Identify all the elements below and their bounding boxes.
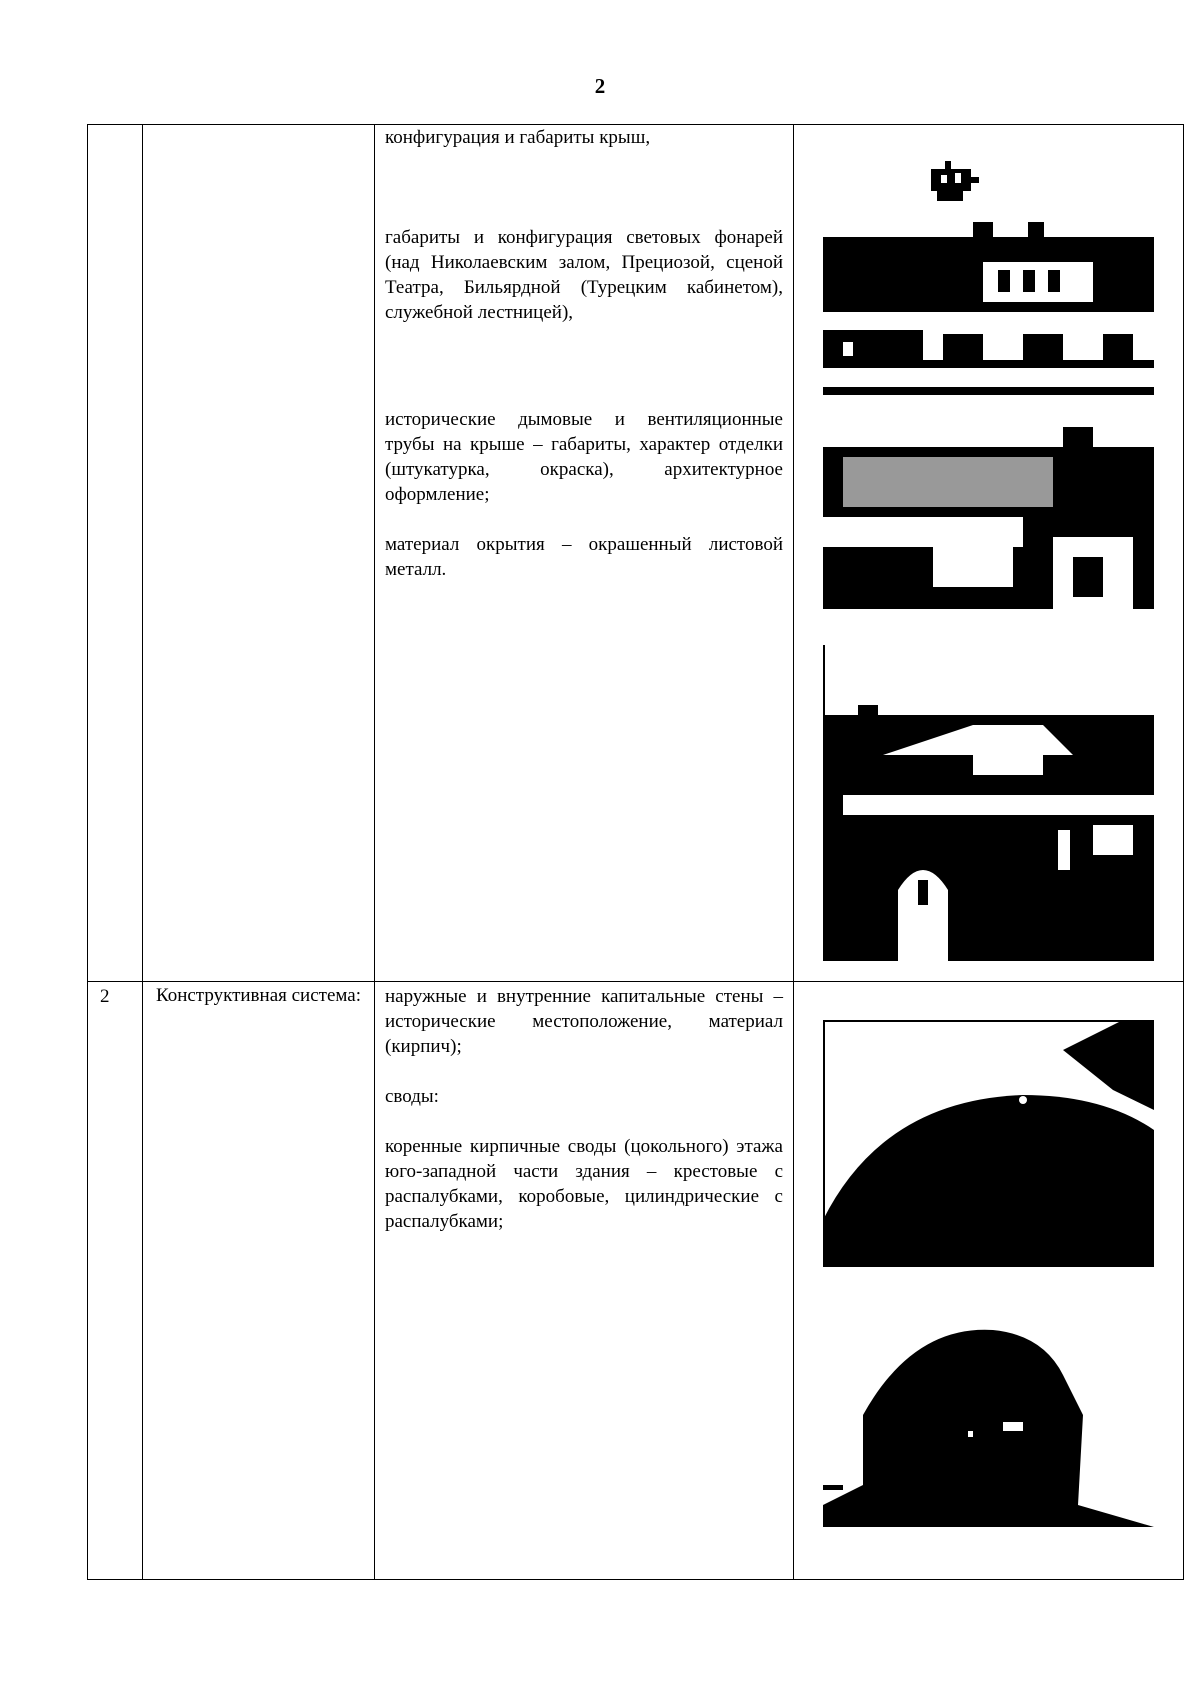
- description-paragraph: конфигурация и габариты крыш,: [385, 127, 651, 148]
- description-paragraph: габариты и конфигурация световых фонарей (над Николаевским залом, Прециозой, сценой Театра, Бильярдной (Турецким кабинетом), служебной лестницей),: [385, 227, 783, 323]
- photo-cell: [794, 125, 1184, 982]
- description-paragraph: материал окрытия – окрашенный листовой металл.: [385, 534, 783, 580]
- description-cell: [375, 125, 794, 982]
- arch-roof-photo: [823, 645, 1154, 961]
- cylindrical-vault-photo: [823, 1325, 1154, 1527]
- page-number: 2: [594, 74, 606, 98]
- row-number-cell: [88, 125, 143, 982]
- description-cell: [375, 982, 794, 1580]
- chimneys-photo: [823, 387, 1154, 609]
- skylights-photo: [823, 222, 1154, 368]
- system-cell: [143, 125, 375, 982]
- table-row: [88, 125, 1184, 982]
- description-paragraph: исторические дымовые и вентиляционные трубы на крыше – габариты, характер отделки (штукатурка, окраска), архитектурное оформление;: [385, 409, 783, 505]
- description-paragraph: своды:: [385, 1086, 439, 1107]
- description-paragraph: коренные кирпичные своды (цокольного) этажа юго-западной части здания – крестовые с распалубками, коробовые, цилиндрические с распалубками;: [385, 1136, 783, 1232]
- photo-cell: [794, 982, 1184, 1580]
- description-paragraph: наружные и внутренние капитальные стены – исторические местоположение, материал (кирпич);: [385, 986, 783, 1057]
- protection-subject-table: [87, 124, 1184, 1580]
- system-cell: Конструктивная система:: [143, 982, 375, 1580]
- roof-ornament-photo: [925, 161, 983, 207]
- row-number-cell: 2: [88, 982, 143, 1580]
- vault-photo: [823, 1020, 1154, 1267]
- table-row: [88, 982, 1184, 1580]
